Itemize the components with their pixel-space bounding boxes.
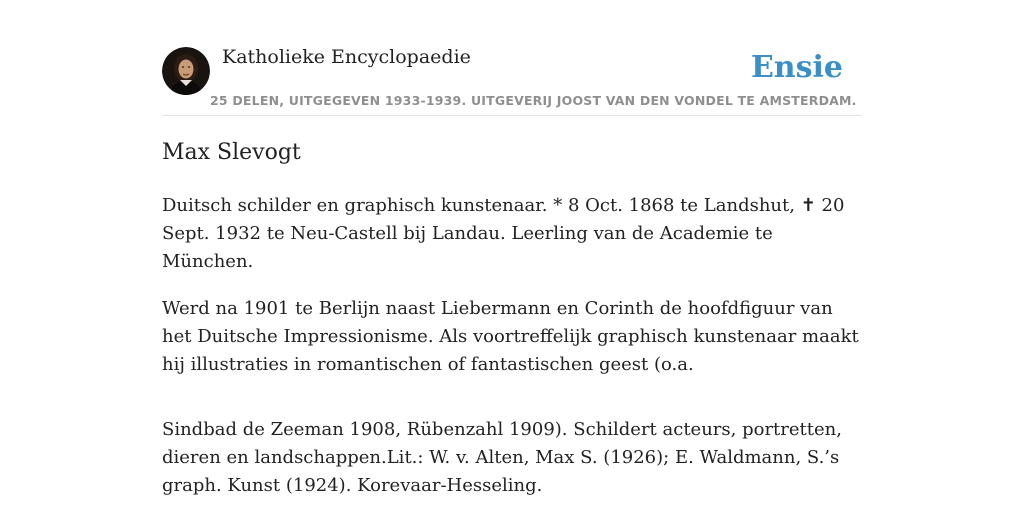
source-header [162,45,862,116]
portrait-icon [162,47,210,95]
article-paragraph: Duitsch schilder en graphisch kunstenaar. * 8 Oct. 1868 te Landshut, ✝ 20 Sept. 1932 te Neu-Castell bij Landau. Leerling van de Academie te München. [162,195,845,272]
source-title[interactable]: Katholieke Encyclopaedie [222,46,471,68]
source-avatar[interactable] [162,47,210,95]
ensie-logo-link[interactable]: Ensie [750,50,843,85]
source-subtitle: 25 DELEN, UITGEGEVEN 1933-1939. UITGEVERIJ JOOST VAN DEN VONDEL TE AMSTERDAM. [210,93,857,108]
article-paragraph: Werd na 1901 te Berlijn naast Liebermann en Corinth de hoofdfiguur van het Duitsche Impressionisme. Als voortreffelijk graphisch kunstenaar maakt hij illustraties in romantischen of fantastischen geest (o.a. [162,298,859,375]
article-paragraph: Sindbad de Zeeman 1908, Rübenzahl 1909). Schildert acteurs, portretten, dieren en landschappen.Lit.: W. v. Alten, Max S. (1926); E. Waldmann, S.’s graph. Kunst (1924). Korevaar-Hesseling. [162,419,842,496]
article-title: Max Slevogt [162,140,301,165]
article-body [162,192,862,512]
